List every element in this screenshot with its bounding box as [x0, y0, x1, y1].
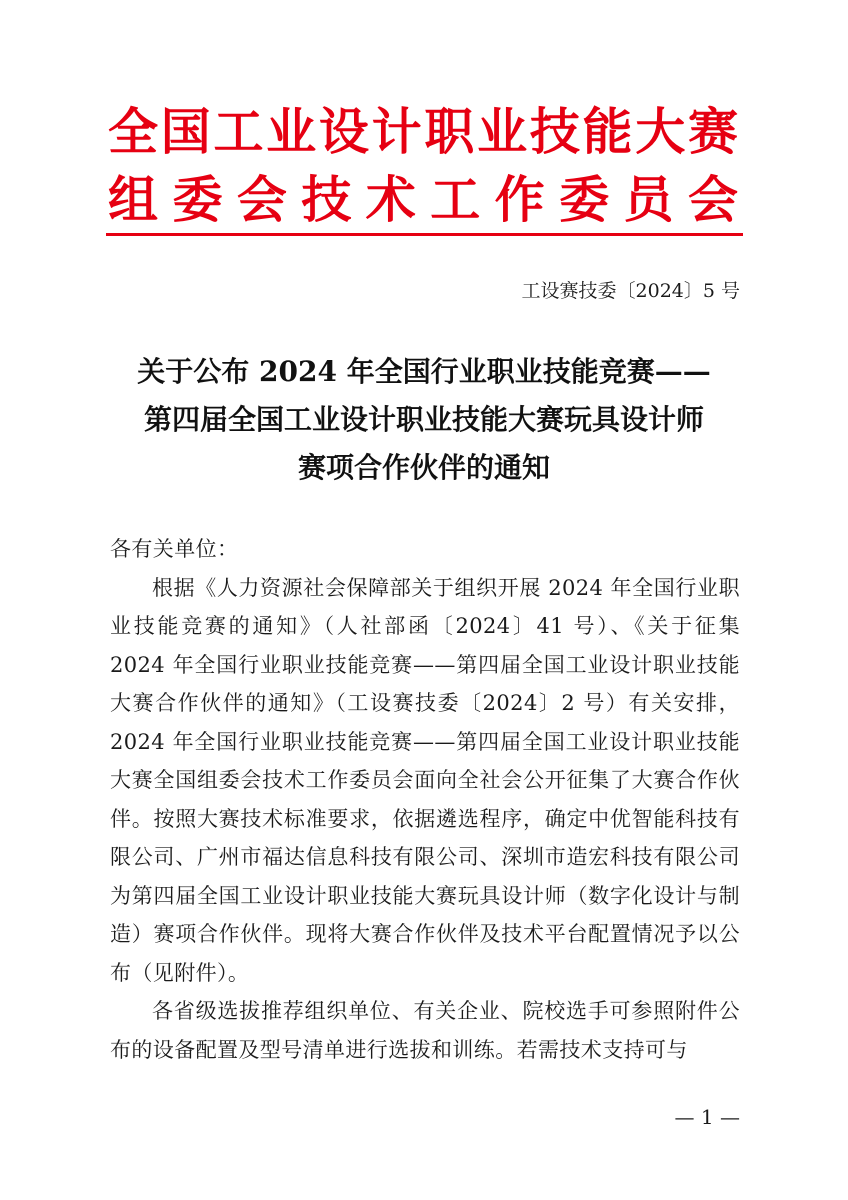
headline-line-2: 第四届全国工业设计职业技能大赛玩具设计师 — [143, 403, 704, 436]
headline-line-1: 关于公布 2024 年全国行业职业技能竞赛—— — [137, 355, 711, 388]
letterhead-red-rule — [106, 233, 743, 236]
body-paragraph-1: 根据《人力资源社会保障部关于组织开展 2024 年全国行业职业技能竞赛的通知》（人社部函〔2024〕41 号）、《关于征集 2024 年全国行业职业技能竞赛——第四届全国工业设计职业技能大赛合作伙伴的通知》（工设赛技委〔2024〕2 号）有关安排，2024 年全国行业职业技能竞赛——第四届全国工业设计职业技能大赛全国组委会技术工作委员会面向全社会公开征集了大赛合作伙伴。按照大赛技术标准要求，依据遴选程序，确定中优智能科技有限公司、广州市福达信息科技有限公司、深圳市造宏科技有限公司为第四届全国工业设计职业技能大赛玩具设计师（数字化设计与制造）赛项合作伙伴。现将大赛合作伙伴及技术平台配置情况予以公布（见附件）。 — [110, 575, 740, 985]
page-number: — 1 — — [674, 1105, 740, 1129]
headline-line-3: 赛项合作伙伴的通知 — [297, 451, 550, 484]
document-number: 工设赛技委〔2024〕5 号 — [521, 280, 740, 302]
letterhead-line-1: 全国工业设计职业技能大赛 — [108, 103, 738, 161]
document-body — [110, 530, 740, 1069]
document-headline — [100, 348, 748, 492]
letterhead-line-2: 组委会技术工作委员会 — [108, 171, 738, 229]
salutation: 各有关单位： — [110, 537, 239, 561]
body-paragraph-2: 各省级选拔推荐组织单位、有关企业、院校选手可参照附件公布的设备配置及型号清单进行选拔和训练。若需技术支持可与 — [110, 999, 740, 1062]
